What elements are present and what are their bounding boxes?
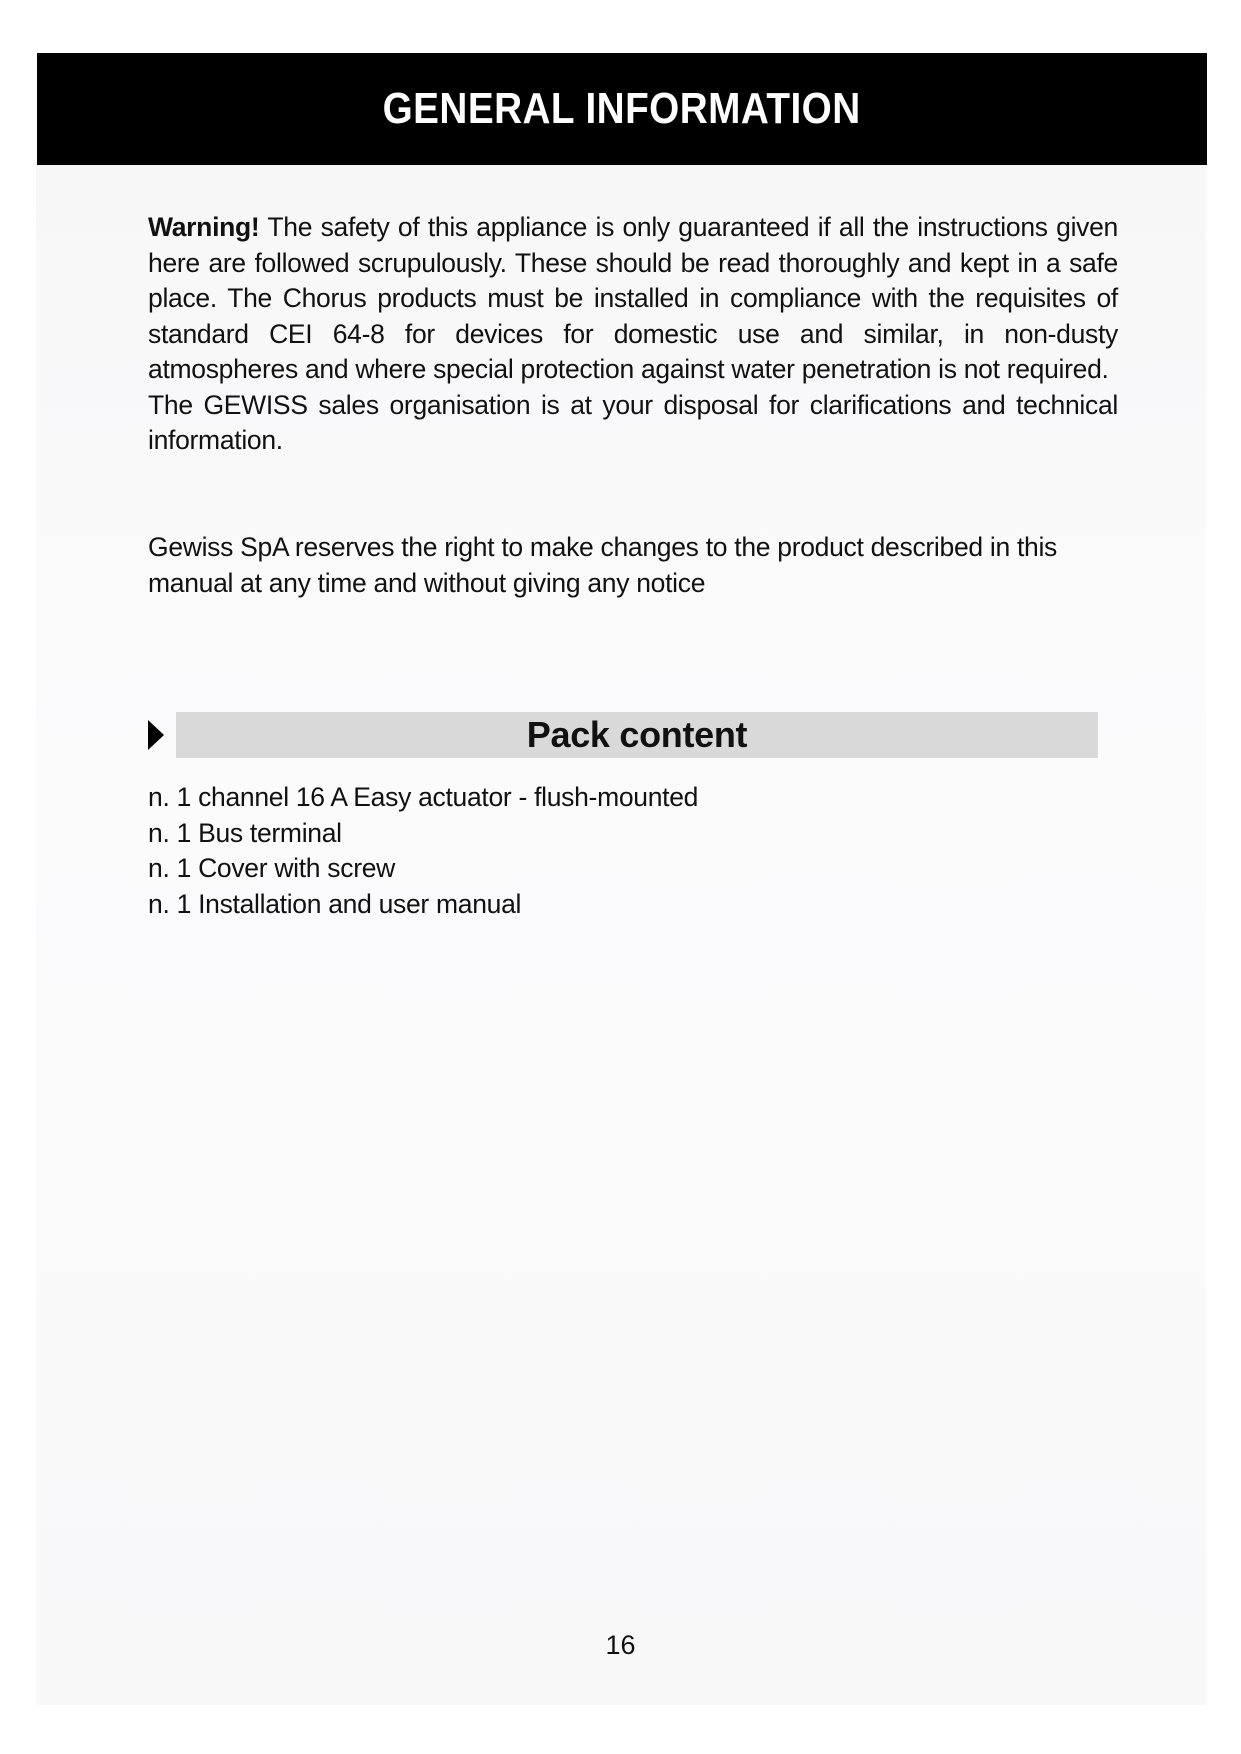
list-item: n. 1 Cover with screw: [148, 853, 396, 883]
header-banner: [37, 53, 1207, 165]
pack-content-bar: [176, 712, 1098, 758]
pack-content-title: Pack content: [526, 714, 748, 755]
right-triangle-arrow-icon: [148, 720, 164, 750]
warning-label: Warning!: [148, 212, 260, 242]
list-item: n. 1 Bus terminal: [148, 817, 342, 848]
page-number: 16: [605, 1630, 636, 1660]
general-info-content: [148, 210, 1118, 459]
list-item: n. 1 Installation and user manual: [148, 888, 522, 919]
list-item: n. 1 channel 16 A Easy actuator - flush-mounted: [148, 782, 699, 812]
sales-info-paragraph: The GEWISS sales organisation is at your disposal for clarifications and technical information.: [148, 389, 1118, 455]
warning-text: The safety of this appliance is only guaranteed if all the instructions given here are followed scrupulously. These should be read thoroughly and kept in a safe place. The Chorus products must be installed in compliance with the requisites of standard CEI 64-8 for devices for domestic use and similar, in non-dusty atmospheres and where special protection against water penetration is not required.: [148, 212, 1118, 384]
notice-paragraph: Gewiss SpA reserves the right to make changes to the product described in this manual at any time and without giving any notice: [148, 532, 1058, 598]
pack-content-list: [148, 780, 1048, 922]
page-title: GENERAL INFORMATION: [382, 84, 862, 133]
pack-content-header: [148, 712, 1098, 758]
warning-paragraph: [148, 210, 1118, 388]
